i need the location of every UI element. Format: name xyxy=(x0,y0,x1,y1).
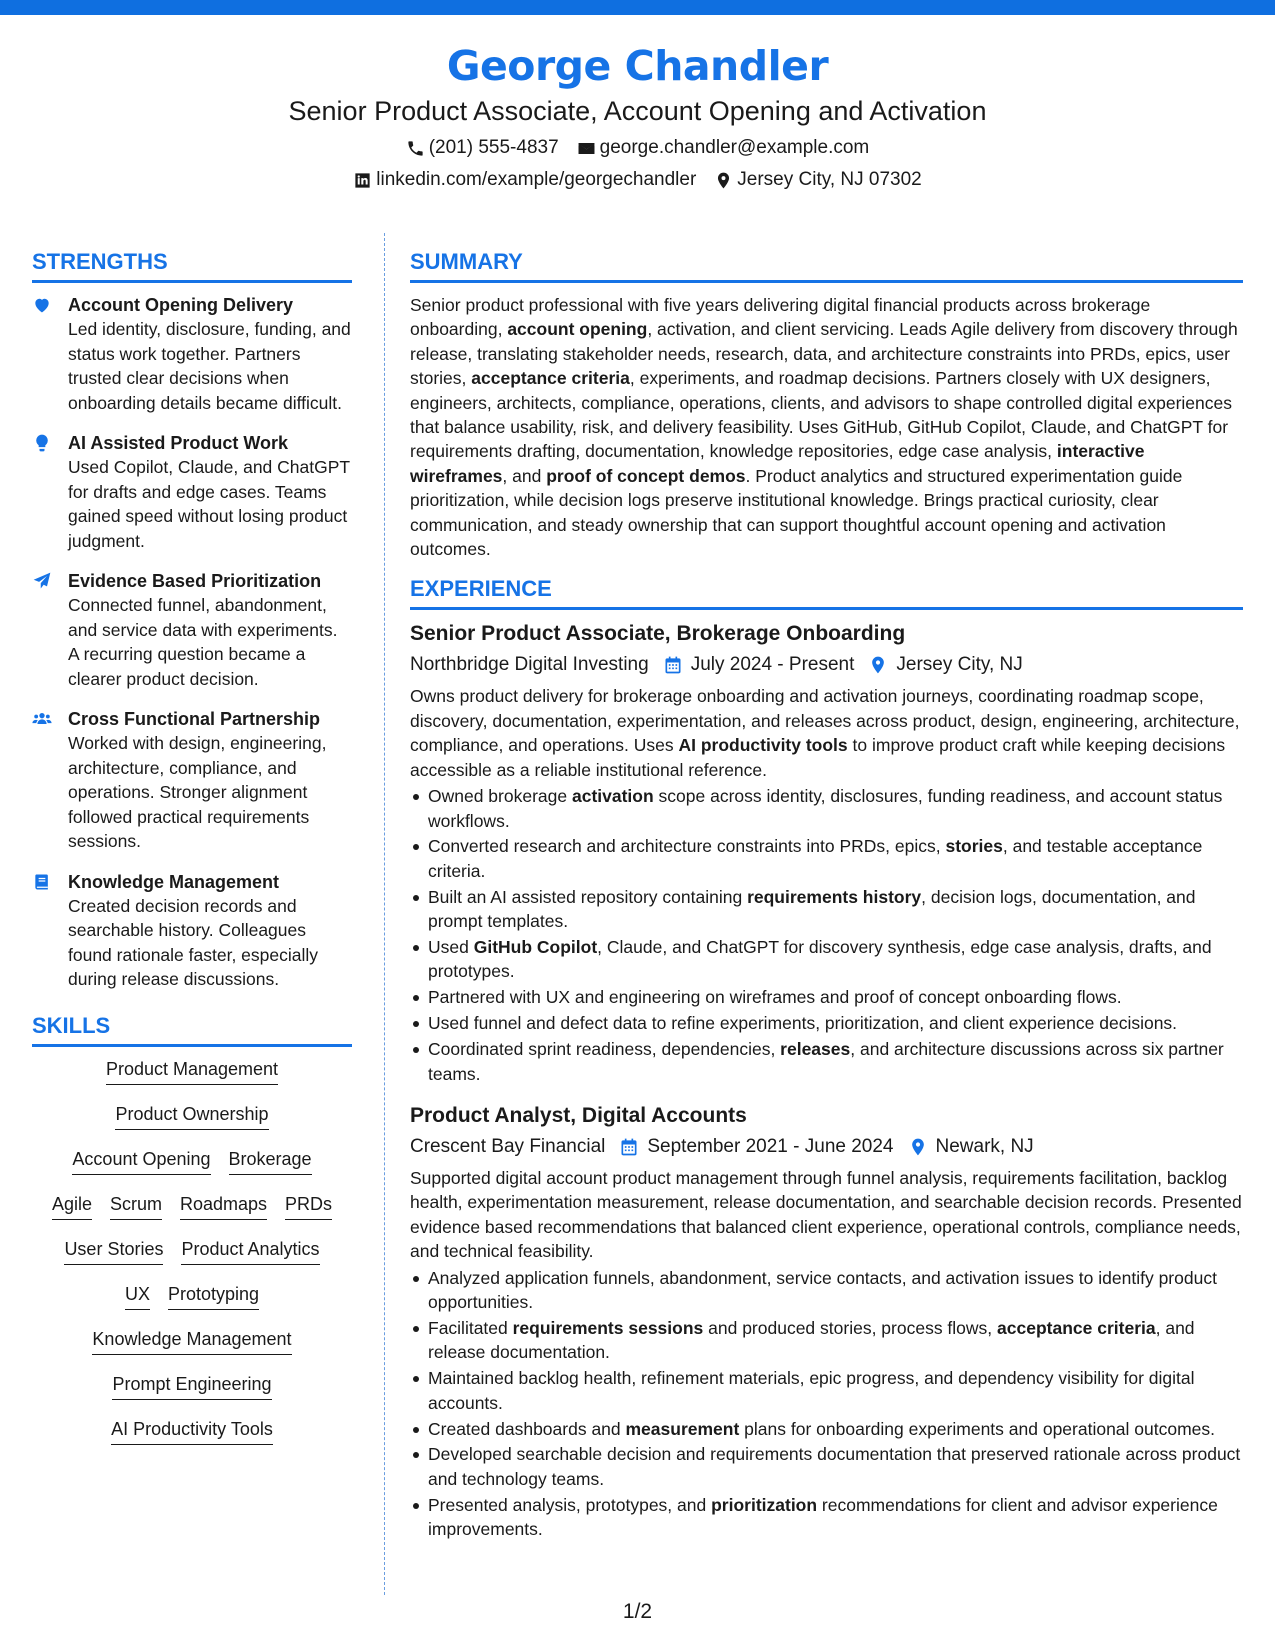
candidate-name: George Chandler xyxy=(446,42,829,90)
strength-item xyxy=(32,431,352,553)
experience-bullet: Owned brokerage activation scope across identity, disclosures, funding readiness, and account status workflows. xyxy=(410,784,1243,833)
contact-row-1 xyxy=(0,136,1275,160)
experience-bullet: Coordinated sprint readiness, dependencies, releases, and architecture discussions across six partner teams. xyxy=(410,1037,1243,1086)
skill-tag: UX xyxy=(125,1282,150,1310)
job-location xyxy=(868,652,1022,678)
experience-bullet: Built an AI assisted repository containing requirements history, decision logs, documentation, and prompt templates. xyxy=(410,885,1243,934)
job-location xyxy=(908,1134,1034,1160)
skill-tag: Agile xyxy=(52,1192,92,1220)
experience-bullet: Partnered with UX and engineering on wireframes and proof of concept onboarding flows. xyxy=(410,985,1243,1009)
users-icon xyxy=(32,709,52,729)
linkedin-contact[interactable] xyxy=(353,168,696,192)
phone-contact[interactable] xyxy=(406,136,559,160)
skill-tag: Product Ownership xyxy=(115,1102,268,1130)
skill-row xyxy=(32,1372,352,1417)
job-title: Product Analyst, Digital Accounts xyxy=(410,1103,747,1127)
location-text: Jersey City, NJ 07302 xyxy=(737,169,922,190)
experience-bullet: Used funnel and defect data to refine experiments, prioritization, and client experience decisions. xyxy=(410,1011,1243,1035)
map-pin-icon xyxy=(908,1137,928,1157)
skill-row xyxy=(32,1057,352,1102)
job-location-text: Jersey City, NJ xyxy=(896,654,1023,676)
job-dates xyxy=(663,652,855,678)
top-accent-bar xyxy=(0,0,1275,15)
experience-list xyxy=(410,620,1243,1541)
map-pin-icon xyxy=(868,655,888,675)
strength-title: Account Opening Delivery xyxy=(68,295,294,315)
job-description: Supported digital account product management through funnel analysis, requirements facilitation, backlog health, experimentation measurement, release documentation, and searchable decision records. Presented evidence based recommendations that balanced client experience, operational controls, compliance needs, and technical feasibility. xyxy=(410,1167,1242,1262)
job-meta xyxy=(410,652,1243,678)
skill-row xyxy=(32,1102,352,1147)
experience-entry xyxy=(410,620,1243,1086)
candidate-title: Senior Product Associate, Account Opening and Activation xyxy=(288,96,987,126)
envelope-icon xyxy=(577,139,596,158)
strength-desc: Worked with design, engineering, architecture, compliance, and operations. Stronger alignment followed practical requirements sessions. xyxy=(68,733,327,851)
experience-bullet: Converted research and architecture constraints into PRDs, epics, stories, and testable acceptance criteria. xyxy=(410,834,1243,883)
experience-bullet: Maintained backlog health, refinement materials, epic progress, and dependency visibility for digital accounts. xyxy=(410,1366,1243,1415)
job-title: Senior Product Associate, Brokerage Onboarding xyxy=(410,622,906,646)
strength-item xyxy=(32,293,352,415)
page-number: 1/2 xyxy=(622,1600,653,1623)
strength-desc: Led identity, disclosure, funding, and status work together. Partners trusted clear decisions when onboarding details became difficult. xyxy=(68,319,351,413)
company-name: Crescent Bay Financial xyxy=(410,1135,606,1157)
linkedin-text: linkedin.com/example/georgechandler xyxy=(376,169,697,190)
strength-item xyxy=(32,569,352,691)
heart-icon xyxy=(32,295,52,315)
calendar-icon xyxy=(663,655,683,675)
skill-tag: Knowledge Management xyxy=(92,1327,291,1355)
skill-tag: PRDs xyxy=(285,1192,332,1220)
experience-bullet: Presented analysis, prototypes, and prioritization recommendations for client and advisor experience improvements. xyxy=(410,1493,1243,1542)
column-divider xyxy=(384,233,385,1595)
job-description: Owns product delivery for brokerage onboarding and activation journeys, coordinating roadmap scope, discovery, documentation, experimentation, and releases across product, design, engineering, architecture, compliance, and operations. Uses AI productivity tools to improve product craft while keeping decisions accessible as a reliable institutional reference. xyxy=(410,686,1240,780)
location-contact xyxy=(714,168,921,192)
skill-row xyxy=(32,1327,352,1372)
strength-item xyxy=(32,707,352,854)
paper-plane-icon xyxy=(32,571,52,591)
skill-tag: Product Management xyxy=(106,1057,278,1085)
skill-tag: AI Productivity Tools xyxy=(111,1417,273,1445)
skill-tag: Scrum xyxy=(110,1192,162,1220)
linkedin-icon xyxy=(353,171,372,190)
company-name: Northbridge Digital Investing xyxy=(410,654,649,676)
strength-title: AI Assisted Product Work xyxy=(68,433,289,453)
phone-icon xyxy=(406,139,425,158)
strength-desc: Created decision records and searchable history. Colleagues found rationale faster, especially during release discussions. xyxy=(68,895,319,989)
skill-tag: User Stories xyxy=(64,1237,163,1265)
skill-tag: Account Opening xyxy=(72,1147,210,1175)
skills-list xyxy=(32,1057,352,1462)
email-contact[interactable] xyxy=(577,136,870,160)
skill-row xyxy=(32,1417,352,1462)
skill-row xyxy=(32,1147,352,1192)
resume-header xyxy=(0,40,1275,192)
job-bullets xyxy=(410,1266,1243,1542)
job-bullets xyxy=(410,784,1243,1086)
summary-text: Senior product professional with five years delivering digital financial products across brokerage onboarding, account opening, activation, and client servicing. Leads Agile delivery from discovery through release, translating stakeholder needs, research, data, and architecture constraints into PRDs, epics, user stories, acceptance criteria, experiments, and roadmap decisions. Partners closely with UX designers, engineers, architects, compliance, operations, clients, and advisors to shape controlled digital experiences that balance usability, risk, and delivery feasibility. Uses GitHub, GitHub Copilot, Claude, and ChatGPT for requirements drafting, documentation, knowledge repositories, edge case analysis, interactive wireframes, and proof of concept demos. Product analytics and structured experimentation guide prioritization, while decision logs preserve institutional knowledge. Brings practical curiosity, clear communication, and steady ownership that can support thoughtful account opening and activation outcomes. xyxy=(410,295,1238,560)
strengths-heading: STRENGTHS xyxy=(32,248,352,283)
skill-tag: Prompt Engineering xyxy=(112,1372,271,1400)
experience-heading: EXPERIENCE xyxy=(410,575,1243,610)
skill-tag: Roadmaps xyxy=(180,1192,267,1220)
experience-bullet: Analyzed application funnels, abandonment, service contacts, and activation issues to identify product opportunities. xyxy=(410,1266,1243,1315)
strength-title: Evidence Based Prioritization xyxy=(68,571,322,591)
phone-text: (201) 555-4837 xyxy=(428,137,559,158)
experience-entry xyxy=(410,1102,1243,1542)
experience-bullet: Facilitated requirements sessions and produced stories, process flows, acceptance criteria, and release documentation. xyxy=(410,1316,1243,1365)
job-location-text: Newark, NJ xyxy=(935,1135,1034,1157)
map-pin-icon xyxy=(714,171,733,190)
right-column xyxy=(410,248,1243,1558)
skill-row xyxy=(32,1282,352,1327)
experience-bullet: Used GitHub Copilot, Claude, and ChatGPT for discovery synthesis, edge case analysis, drafts, and prototypes. xyxy=(410,935,1243,984)
strength-desc: Connected funnel, abandonment, and service data with experiments. A recurring question became a clearer product decision. xyxy=(68,595,338,689)
strength-desc: Used Copilot, Claude, and ChatGPT for drafts and edge cases. Teams gained speed without losing product judgment. xyxy=(68,457,350,551)
strength-item xyxy=(32,870,352,992)
skill-tag: Prototyping xyxy=(168,1282,259,1310)
job-meta xyxy=(410,1134,1243,1160)
skills-heading: SKILLS xyxy=(32,1012,352,1047)
email-text: george.chandler@example.com xyxy=(599,137,870,158)
experience-bullet: Created dashboards and measurement plans for onboarding experiments and operational outcomes. xyxy=(410,1417,1243,1441)
book-icon xyxy=(32,872,52,892)
calendar-icon xyxy=(619,1137,639,1157)
summary-heading: SUMMARY xyxy=(410,248,1243,283)
experience-bullet: Developed searchable decision and requirements documentation that preserved rationale across product and technology teams. xyxy=(410,1442,1243,1491)
skill-row xyxy=(32,1192,352,1237)
job-dates-text: July 2024 - Present xyxy=(690,654,855,676)
skill-tag: Product Analytics xyxy=(181,1237,319,1265)
strength-title: Knowledge Management xyxy=(68,871,280,892)
job-dates-text: September 2021 - June 2024 xyxy=(647,1135,894,1157)
lightbulb-icon xyxy=(32,433,52,453)
contact-row-2 xyxy=(0,168,1275,192)
left-column xyxy=(32,248,352,1462)
skill-row xyxy=(32,1237,352,1282)
job-dates xyxy=(619,1134,893,1160)
skill-tag: Brokerage xyxy=(229,1147,312,1175)
strength-title: Cross Functional Partnership xyxy=(68,709,321,729)
